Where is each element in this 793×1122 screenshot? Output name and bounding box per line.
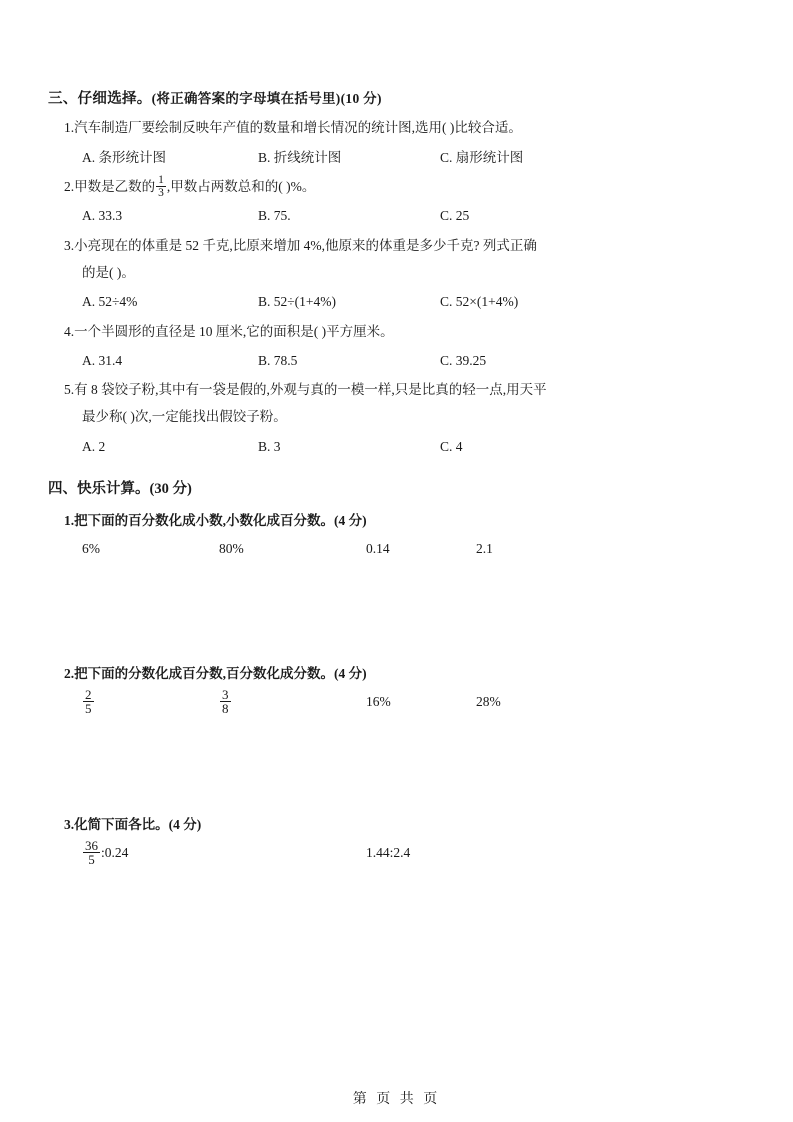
fraction-denominator: 8 — [222, 701, 229, 717]
question-4-1 — [48, 507, 708, 534]
question-number: 1. — [64, 120, 75, 136]
fraction-numerator: 2 — [85, 686, 92, 702]
answer-space-4-3[interactable] — [48, 868, 708, 908]
option-c[interactable]: C. 52×(1+4%) — [440, 294, 519, 310]
question-text: 汽车制造厂要绘制反映年产值的数量和增长情况的统计图,选用( )比较合适。 — [74, 120, 522, 136]
option-b[interactable]: B. 75. — [258, 208, 291, 224]
item-1 — [82, 687, 219, 717]
option-b[interactable]: B. 3 — [258, 438, 281, 454]
question-3-5-line2 — [48, 404, 708, 430]
item-3: 16% — [366, 693, 391, 709]
question-number: 4. — [64, 323, 75, 339]
question-text: 一个半圆形的直径是 10 厘米,它的面积是( )平方厘米。 — [74, 323, 394, 339]
section-4-note: (30 分) — [149, 481, 192, 498]
item-2 — [219, 687, 366, 717]
section-3-note: (将正确答案的字母填在括号里)(10 分) — [151, 91, 382, 106]
fraction-denominator: 3 — [158, 187, 164, 200]
question-3-4 — [48, 319, 708, 345]
question-number: 2. — [64, 178, 75, 194]
item-4: 28% — [476, 693, 501, 709]
question-text: 有 8 袋饺子粉,其中有一袋是假的,外观与真的一模一样,只是比真的轻一点,用天平 — [74, 382, 547, 398]
question-text: 小亮现在的体重是 52 千克,比原来增加 4%,他原来的体重是多少千克? 列式正确 — [74, 237, 537, 253]
question-3-2-options — [48, 203, 708, 229]
question-4-1-items — [48, 534, 708, 564]
question-text: 化简下面各比。(4 分) — [74, 817, 202, 833]
section-4-heading — [48, 478, 708, 501]
item-2: 80% — [219, 541, 244, 557]
option-a[interactable]: A. 31.4 — [82, 352, 123, 368]
item-1-suffix: :0.24 — [101, 845, 129, 861]
question-text-after: ,甲数占两数总和的( )%。 — [166, 178, 316, 194]
fraction-denominator: 5 — [88, 852, 95, 868]
option-a[interactable]: A. 52÷4% — [82, 294, 138, 310]
question-3-5 — [48, 377, 708, 403]
question-4-3-items — [48, 838, 708, 868]
item-4: 2.1 — [476, 541, 493, 557]
option-a[interactable]: A. 2 — [82, 438, 106, 454]
question-4-2-items — [48, 687, 708, 717]
section-3-heading — [48, 88, 708, 111]
question-text-line2: 最少称( )次,一定能找出假饺子粉。 — [82, 409, 287, 425]
question-text-before: 甲数是乙数的 — [74, 178, 156, 194]
question-3-1 — [48, 115, 708, 141]
question-number: 2. — [64, 665, 75, 681]
answer-space-4-2[interactable] — [48, 717, 708, 809]
option-a[interactable]: A. 条形统计图 — [82, 149, 166, 165]
question-4-3 — [48, 811, 708, 838]
question-3-4-options — [48, 348, 708, 374]
question-3-3-options — [48, 289, 708, 315]
question-3-3 — [48, 233, 708, 259]
option-b[interactable]: B. 52÷(1+4%) — [258, 294, 337, 310]
question-text: 把下面的百分数化成小数,小数化成百分数。(4 分) — [74, 513, 367, 529]
fraction-denominator: 5 — [85, 701, 92, 717]
page-footer: 第 页 共 页 — [352, 1092, 441, 1107]
question-3-5-options — [48, 434, 708, 460]
question-number: 5. — [64, 382, 75, 398]
option-c[interactable]: C. 39.25 — [440, 352, 487, 368]
fraction-numerator: 36 — [85, 837, 98, 853]
question-number: 1. — [64, 513, 75, 529]
option-c[interactable]: C. 25 — [440, 208, 470, 224]
answer-space-4-1[interactable] — [48, 564, 708, 658]
fraction-numerator: 3 — [222, 686, 229, 702]
fraction-two-fifths — [83, 688, 94, 716]
question-4-2 — [48, 660, 708, 687]
question-3-3-line2 — [48, 260, 708, 286]
section-4-title: 四、快乐计算。 — [48, 481, 150, 498]
question-3-1-options — [48, 145, 708, 171]
question-number: 3. — [64, 817, 75, 833]
option-c[interactable]: C. 扇形统计图 — [440, 149, 524, 165]
question-number: 3. — [64, 237, 75, 253]
section-3-title: 三、仔细选择。 — [48, 91, 152, 107]
option-b[interactable]: B. 折线统计图 — [258, 149, 342, 165]
question-text: 把下面的分数化成百分数,百分数化成分数。(4 分) — [74, 665, 367, 681]
item-1: 6% — [82, 541, 100, 557]
fraction-three-eighths — [220, 688, 231, 716]
item-3: 0.14 — [366, 541, 390, 557]
fraction-numerator: 1 — [158, 174, 164, 187]
question-text-line2: 的是( )。 — [82, 264, 135, 280]
fraction-thirty-six-fifths — [83, 839, 100, 867]
fraction-one-third — [156, 174, 166, 199]
question-3-2 — [48, 174, 708, 200]
option-b[interactable]: B. 78.5 — [258, 352, 298, 368]
option-c[interactable]: C. 4 — [440, 438, 463, 454]
page-content — [48, 88, 708, 908]
item-2: 1.44:2.4 — [366, 845, 411, 861]
item-1 — [82, 838, 366, 868]
option-a[interactable]: A. 33.3 — [82, 208, 123, 224]
